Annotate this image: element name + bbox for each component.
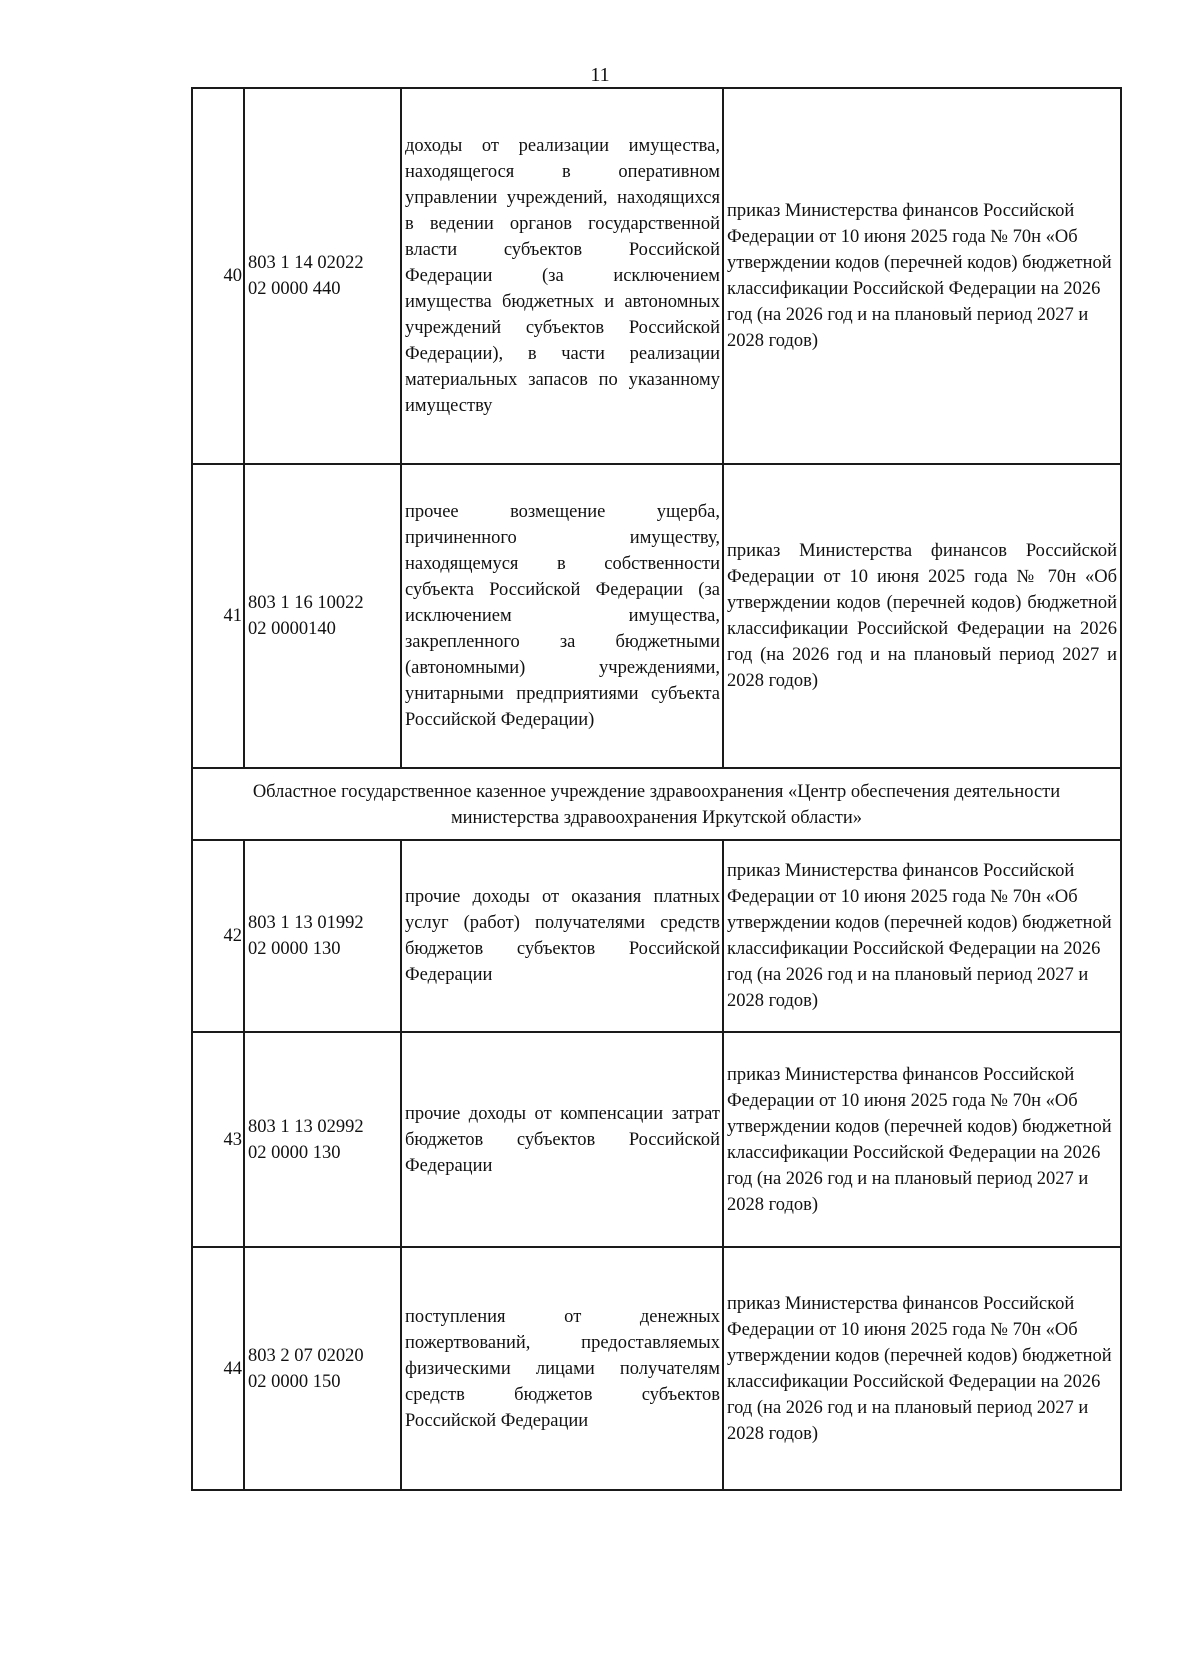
legal-basis: приказ Министерства финансов Российской Федерации от 10 июня 2025 года № 70н «Об утверждении кодов (перечней кодов) бюджетной классификации Российской Федерации на 2026 год (на 2026 год и на плановый период 2027 и 2028 годов)	[723, 1247, 1121, 1490]
table-row	[192, 88, 1121, 464]
budget-code-line: 02 0000 440	[248, 279, 341, 299]
revenue-description: прочие доходы от компенсации затрат бюджетов субъектов Российской Федерации	[401, 1032, 723, 1247]
budget-code-line: 803 1 14 02022	[248, 253, 364, 273]
legal-basis: приказ Министерства финансов Российской Федерации от 10 июня 2025 года № 70н «Об утверждении кодов (перечней кодов) бюджетной классификации Российской Федерации на 2026 год (на 2026 год и на плановый период 2027 и 2028 годов)	[723, 88, 1121, 464]
budget-code-line: 02 0000 130	[248, 1142, 341, 1163]
budget-code	[244, 464, 401, 768]
table-row	[192, 1032, 1121, 1247]
revenue-description: прочие доходы от оказания платных услуг (работ) получателями средств бюджетов субъектов Российской Федерации	[401, 840, 723, 1032]
row-number: 40	[192, 88, 244, 464]
budget-code-line: 02 0000 130	[248, 939, 341, 959]
section-header: Областное государственное казенное учреждение здравоохранения «Центр обеспечения деятельности министерства здравоохранения Иркутской области»	[192, 768, 1121, 840]
budget-code-line: 02 0000140	[248, 619, 336, 639]
budget-code-line: 803 2 07 02020	[248, 1345, 364, 1366]
budget-code	[244, 1032, 401, 1247]
budget-code	[244, 88, 401, 464]
row-number: 44	[192, 1247, 244, 1490]
legal-basis: приказ Министерства финансов Российской Федерации от 10 июня 2025 года № 70н «Об утверждении кодов (перечней кодов) бюджетной классификации Российской Федерации на 2026 год (на 2026 год и на плановый период 2027 и 2028 годов)	[723, 464, 1121, 768]
budget-code-line: 803 1 13 02992	[248, 1116, 364, 1137]
section-header-row	[192, 768, 1121, 840]
budget-code-line: 803 1 13 01992	[248, 913, 364, 933]
budget-code-line: 02 0000 150	[248, 1371, 341, 1392]
budget-code-line: 803 1 16 10022	[248, 593, 364, 613]
page-number: 11	[590, 64, 610, 86]
table-row	[192, 840, 1121, 1032]
legal-basis: приказ Министерства финансов Российской Федерации от 10 июня 2025 года № 70н «Об утверждении кодов (перечней кодов) бюджетной классификации Российской Федерации на 2026 год (на 2026 год и на плановый период 2027 и 2028 годов)	[723, 1032, 1121, 1247]
budget-code	[244, 840, 401, 1032]
row-number: 41	[192, 464, 244, 768]
table-row	[192, 1247, 1121, 1490]
revenue-description: прочее возмещение ущерба, причиненного имуществу, находящемуся в собственности субъекта Российской Федерации (за исключением имущества, закрепленного за бюджетными (автономными) учреждениями, унитарными предприятиями субъекта Российской Федерации)	[401, 464, 723, 768]
row-number: 42	[192, 840, 244, 1032]
revenue-codes-table	[191, 87, 1122, 1491]
row-number: 43	[192, 1032, 244, 1247]
revenue-description: поступления от денежных пожертвований, предоставляемых физическими лицами получателям средств бюджетов субъектов Российской Федерации	[401, 1247, 723, 1490]
budget-code	[244, 1247, 401, 1490]
revenue-description: доходы от реализации имущества, находящегося в оперативном управлении учреждений, находящихся в ведении органов государственной власти субъектов Российской Федерации (за исключением имущества бюджетных и автономных учреждений субъектов Российской Федерации), в части реализации материальных запасов по указанному имуществу	[401, 88, 723, 464]
legal-basis: приказ Министерства финансов Российской Федерации от 10 июня 2025 года № 70н «Об утверждении кодов (перечней кодов) бюджетной классификации Российской Федерации на 2026 год (на 2026 год и на плановый период 2027 и 2028 годов)	[723, 840, 1121, 1032]
table-row	[192, 464, 1121, 768]
